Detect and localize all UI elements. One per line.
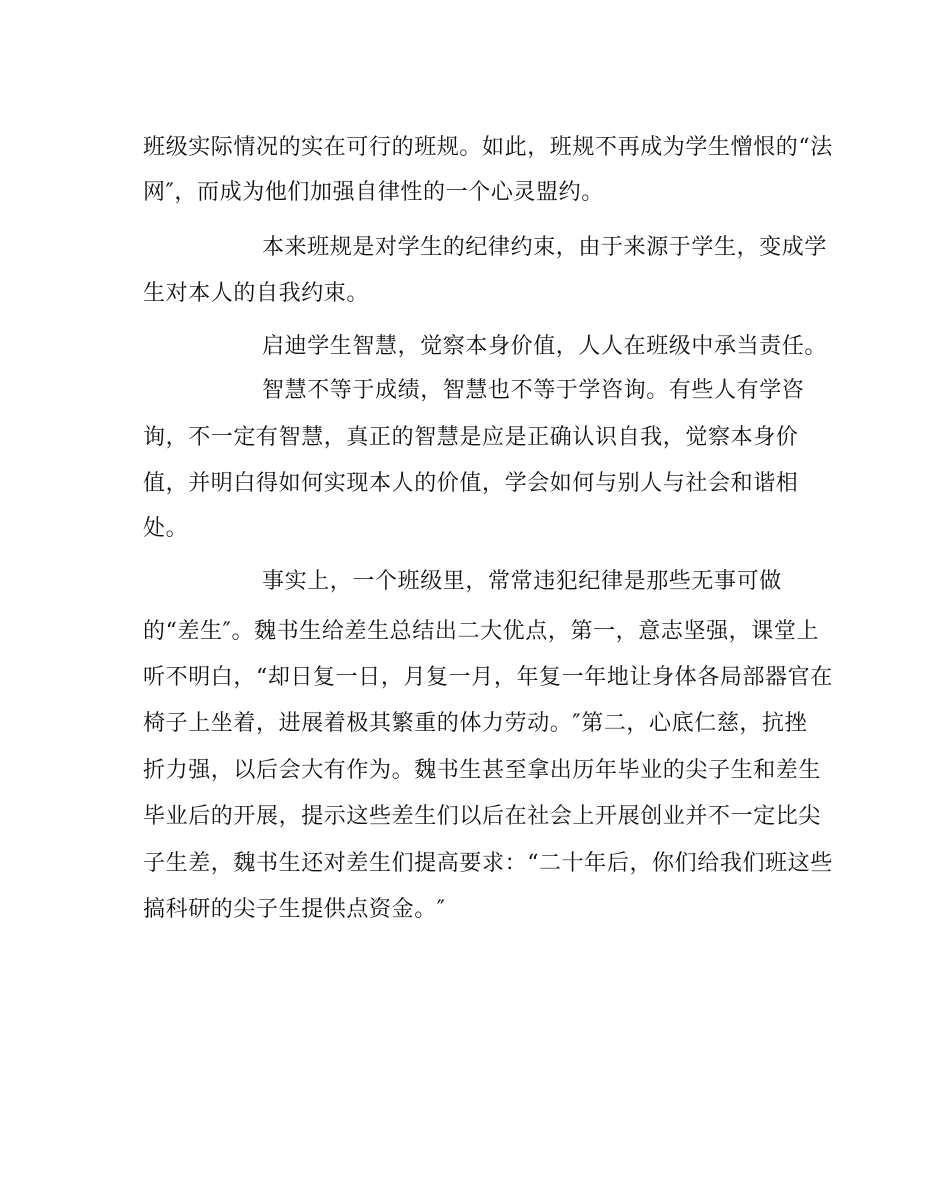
text-line: 询，不一定有智慧，真正的智慧是应是正确认识自我，觉察本身价 — [143, 425, 799, 450]
paragraph-first-line: 智慧不等于成绩，智慧也不等于学咨询。有些人有学咨 — [262, 378, 805, 403]
text-line: 搞科研的尖子生提供点资金。″ — [143, 897, 446, 922]
text-line: 网″，而成为他们加强自律性的一个心灵盟约。 — [143, 180, 604, 205]
text-line: 折力强，以后会大有作为。魏书生甚至拿出历年毕业的尖子生和差生 — [143, 758, 822, 783]
text-line: 班级实际情况的实在可行的班规。如此，班规不再成为学生憎恨的“法 — [143, 135, 833, 160]
text-line: 处。 — [143, 516, 189, 541]
text-line: 听不明白，“却日复一日，月复一月，年复一年地让身体各局部器官在 — [143, 665, 833, 690]
text-line: 生对本人的自我约束。 — [143, 281, 370, 306]
text-line: 子生差，魏书生还对差生们提高要求：“二十年后，你们给我们班这些 — [143, 851, 833, 876]
paragraph-first-line: 本来班规是对学生的纪律约束，由于来源于学生，变成学 — [262, 235, 828, 260]
text-line: 椅子上坐着，进展着极其繁重的体力劳动。″第二，心底仁慈，抗挫 — [143, 711, 808, 736]
text-line: 的“差生″。魏书生给差生总结出二大优点，第一，意志坚强，课堂上 — [143, 619, 820, 644]
text-line: 值，并明白得如何实现本人的价值，学会如何与别人与社会和谐相 — [143, 471, 799, 496]
paragraph-first-line: 事实上，一个班级里，常常违犯纪律是那些无事可做 — [262, 569, 782, 594]
text-line: 毕业后的开展，提示这些差生们以后在社会上开展创业并不一定比尖 — [143, 804, 822, 829]
paragraph-first-line: 启迪学生智慧，觉察本身价值，人人在班级中承当责任。 — [262, 334, 828, 359]
